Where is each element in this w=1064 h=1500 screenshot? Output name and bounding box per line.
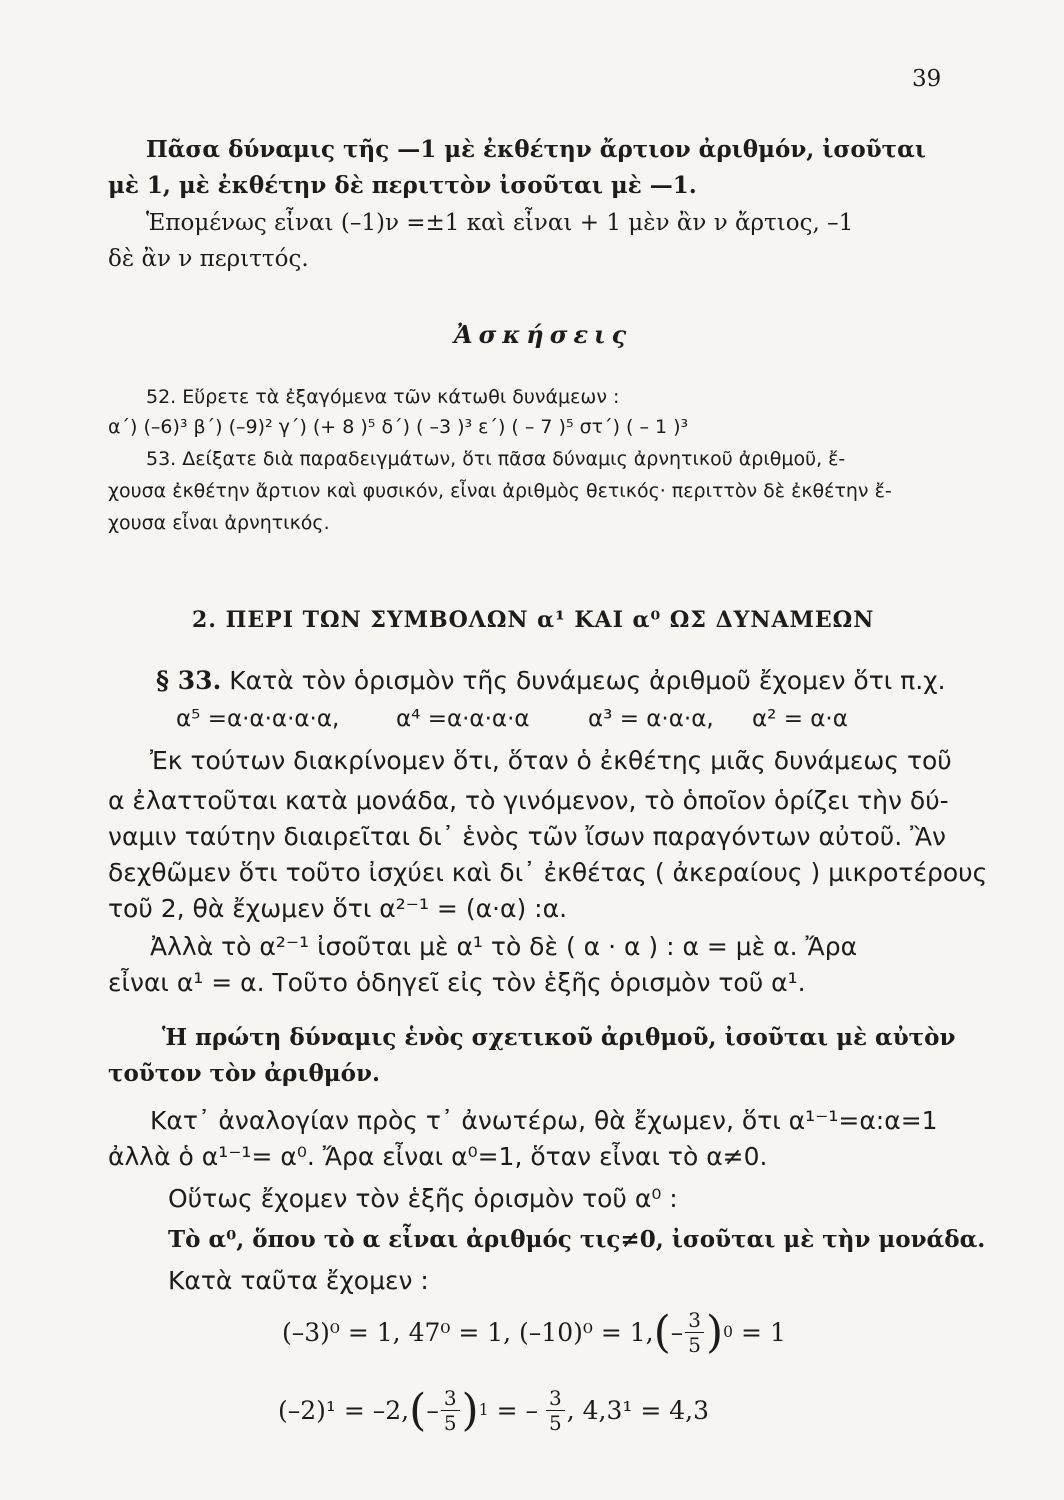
section-33-line-7: Ἀλλὰ τὸ α²⁻¹ ἰσοῦται μὲ α¹ τὸ δὲ ( α · α ) : α = μὲ α. Ἄρα xyxy=(150,932,858,961)
equation-a2: α² = α·α xyxy=(752,706,848,732)
fraction-denominator: 5 xyxy=(549,1410,562,1435)
close-paren-icon: ) xyxy=(706,1306,724,1358)
minus-sign-icon: – xyxy=(670,1317,684,1347)
fraction-3-over-5 xyxy=(441,1385,460,1435)
exercises-title: Ἀσκήσεις xyxy=(454,320,633,349)
section-33-line-8: εἶναι α¹ = α. Τοῦτο ὁδηγεῖ εἰς τὸν ἑξῆς ὁρισμὸν τοῦ α¹. xyxy=(108,968,806,997)
section-33-line-2: Ἐκ τούτων διακρίνομεν ὅτι, ὅταν ὁ ἐκθέτης μιᾶς δυνάμεως τοῦ xyxy=(150,746,952,775)
exercise-53-line-3: χουσα εἶναι ἀρνητικός. xyxy=(108,512,330,534)
exercise-53-line-1: 53. Δείξατε διὰ παραδειγμάτων, ὅτι πᾶσα δύναμις ἀρνητικοῦ ἀριθμοῦ, ἔ- xyxy=(146,448,846,470)
paragraph-number: § 33. xyxy=(156,666,222,695)
section-33-line-4: ναμιν ταύτην διαιρεῖται δι᾽ ἑνὸς τῶν ἴσων παραγόντων αὐτοῦ. Ἂν xyxy=(108,822,947,851)
fraction-denominator: 5 xyxy=(443,1410,457,1435)
fraction-3-over-5-second xyxy=(546,1385,565,1435)
exercise-52-items: α΄) (–6)³ β΄) (–9)² γ΄) (+ 8 )⁵ δ΄) ( –3 )³ ε΄) ( – 7 )⁵ στ΄) ( – 1 )³ xyxy=(108,416,689,438)
examples-row-1: (–3)⁰ = 1, 47⁰ = 1, (–10)⁰ = 1, ( – $\frac{3}{5}$ ) 0 = 1 xyxy=(282,1306,786,1358)
fraction-3-over-5 xyxy=(685,1307,704,1357)
examples-row-1-end: = 1 xyxy=(741,1317,786,1347)
section-33-line-3: α ἐλαττοῦται κατὰ μονάδα, τὸ γινόμενον, τὸ ὁποῖον ὁρίζει τὴν δύ- xyxy=(108,786,949,815)
close-paren-icon: ) xyxy=(461,1384,479,1436)
intro-line-2: μὲ 1, μὲ ἐκθέτην δὲ περιττὸν ἰσοῦται μὲ —1. xyxy=(108,172,697,199)
examples-row-2-start: (–2)¹ = –2, xyxy=(278,1395,410,1425)
equation-a3: α³ = α·α·α, xyxy=(588,706,714,732)
section-heading: 2. ΠΕΡΙ ΤΩΝ ΣΥΜΒΟΛΩΝ α¹ ΚΑΙ α⁰ ΩΣ ΔΥΝΑΜΕΩΝ xyxy=(192,607,875,633)
page-number: 39 xyxy=(912,66,942,92)
definition-first-power-line-1: Ἡ πρώτη δύναμις ἑνὸς σχετικοῦ ἀριθμοῦ, ἰσοῦται μὲ αὐτὸν xyxy=(162,1024,956,1051)
examples-row-2-end: , 4,3¹ = 4,3 xyxy=(566,1395,710,1425)
open-paren-icon: ( xyxy=(653,1306,671,1358)
section-33-line-10: ἀλλὰ ὁ α¹⁻¹= α⁰. Ἄρα εἶναι α⁰=1, ὅταν εἶναι τὸ α≠0. xyxy=(108,1142,768,1171)
section-33-line-5: δεχθῶμεν ὅτι τοῦτο ἰσχύει καὶ δι᾽ ἐκθέτας ( ἀκεραίους ) μικροτέρους xyxy=(108,858,988,887)
fraction-numerator: 3 xyxy=(546,1388,565,1411)
intro-line-1: Πᾶσα δύναμις τῆς —1 μὲ ἐκθέτην ἄρτιον ἀριθμόν, ἰσοῦται xyxy=(146,136,926,163)
minus-sign-icon: – xyxy=(426,1395,439,1425)
section-33-line-1 xyxy=(156,666,946,695)
examples-row-1-start: (–3)⁰ = 1, 47⁰ = 1, (–10)⁰ = 1, xyxy=(282,1317,654,1347)
definition-zero-power: Τὸ α⁰, ὅπου τὸ α εἶναι ἀριθμός τις≠0, ἰσοῦται μὲ τὴν μονάδα. xyxy=(168,1226,986,1253)
definition-first-power-line-2: τοῦτον τὸν ἀριθμόν. xyxy=(108,1060,380,1087)
fraction-denominator: 5 xyxy=(688,1332,701,1357)
fraction-numerator: 3 xyxy=(685,1310,704,1333)
exercise-53-line-2: χουσα ἐκθέτην ἄρτιον καὶ φυσικόν, εἶναι ἀριθμὸς θετικός· περιττὸν δὲ ἐκθέτην ἔ- xyxy=(108,480,892,502)
fraction-numerator: 3 xyxy=(441,1388,460,1411)
intro-line-3: Ἑπομένως εἶναι (–1)ν =±1 καὶ εἶναι + 1 μὲν ἂν ν ἄρτιος, –1 xyxy=(146,210,854,236)
section-33-line-11: Οὕτως ἔχομεν τὸν ἑξῆς ὁρισμὸν τοῦ α⁰ : xyxy=(168,1184,678,1213)
examples-row-2-middle: = – xyxy=(496,1395,538,1425)
section-33-line-9: Κατ᾽ ἀναλογίαν πρὸς τ᾽ ἀνωτέρω, θὰ ἔχωμεν, ὅτι α¹⁻¹=α:α=1 xyxy=(150,1106,938,1135)
section-33-intro: Κατὰ τὸν ὁρισμὸν τῆς δυνάμεως ἀριθμοῦ ἔχομεν ὅτι π.χ. xyxy=(229,666,946,695)
section-33-line-6: τοῦ 2, θὰ ἔχωμεν ὅτι α²⁻¹ = (α·α) :α. xyxy=(108,894,568,923)
equation-a4: α⁴ =α·α·α·α xyxy=(396,706,530,732)
section-33-line-12: Κατὰ ταῦτα ἔχομεν : xyxy=(168,1266,429,1295)
exercise-52-prompt: 52. Εὕρετε τὰ ἐξαγόμενα τῶν κάτωθι δυνάμεων : xyxy=(146,386,620,408)
intro-line-4: δὲ ἂν ν περιττός. xyxy=(108,246,309,272)
examples-row-2: (–2)¹ = –2, ( – $\frac{3}{5}$ ) 1 = – $\frac{3}{5}$ , 4,3¹ = 4,3 xyxy=(278,1384,710,1436)
open-paren-icon: ( xyxy=(409,1384,427,1436)
equation-a5: α⁵ =α·α·α·α·α, xyxy=(176,706,340,732)
